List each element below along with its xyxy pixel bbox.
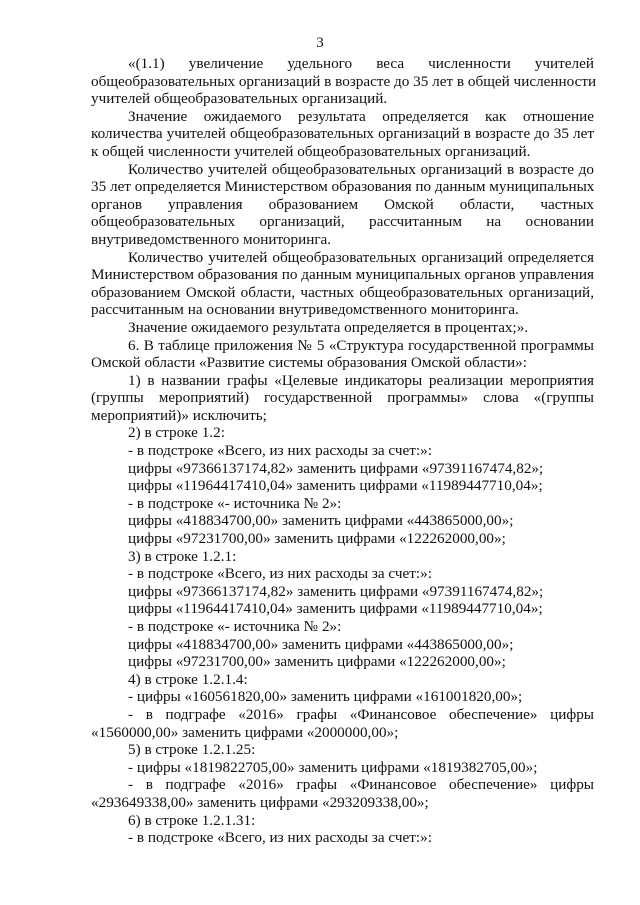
text-line: общеобразовательных организаций, рассчитанным на основании <box>91 213 594 231</box>
document-body <box>91 55 597 847</box>
text-line: - в подграфе «2016» графы «Финансовое обеспечение» цифры <box>128 776 594 794</box>
text-line: 6. В таблице приложения № 5 «Структура государственной программы <box>128 336 594 354</box>
text-line: - в подстроке «Всего, из них расходы за счет:»: <box>128 565 432 583</box>
text-line: к общей численности учителей общеобразовательных организаций. <box>91 142 531 160</box>
page-number: 3 <box>316 35 324 51</box>
text-line: цифры «97231700,00» заменить цифрами «122262000,00»; <box>128 653 506 671</box>
text-line: Министерством образования по данным муниципальных органов управления <box>91 266 594 284</box>
text-line: цифры «97366137174,82» заменить цифрами «97391167474,82»; <box>128 582 544 600</box>
text-line: 3) в строке 1.2.1: <box>128 547 237 565</box>
text-line: - в подграфе «2016» графы «Финансовое обеспечение» цифры <box>128 705 594 723</box>
text-line: - в подстроке «Всего, из них расходы за счет:»: <box>128 829 432 847</box>
text-line: внутриведомственного мониторинга. <box>91 230 332 248</box>
text-line: - цифры «1819822705,00» заменить цифрами «1819382705,00»; <box>128 758 538 776</box>
text-line: цифры «97366137174,82» заменить цифрами «97391167474,82»; <box>128 459 544 477</box>
text-line: образованием Омской области, частных общеобразовательных организаций, <box>91 283 594 301</box>
text-line: Значение ожидаемого результата определяется как отношение <box>128 107 594 125</box>
text-line: цифры «97231700,00» заменить цифрами «122262000,00»; <box>128 530 506 548</box>
text-line: учителей общеобразовательных организаций. <box>91 90 388 108</box>
text-line: цифры «11964417410,04» заменить цифрами «11989447710,04»; <box>128 600 543 618</box>
text-line: 6) в строке 1.2.1.31: <box>128 811 256 829</box>
text-line: органов управления образованием Омской области, частных <box>91 195 594 213</box>
text-line: 35 лет определяется Министерством образования по данным муниципальных <box>91 178 595 196</box>
text-line: - в подстроке «- источника № 2»: <box>128 618 342 635</box>
text-line: цифры «11964417410,04» заменить цифрами «11989447710,04»; <box>128 477 543 495</box>
text-line: «293649338,00» заменить цифрами «293209338,00»; <box>91 793 429 811</box>
text-line: рассчитанным на основании внутриведомственного мониторинга. <box>91 301 519 319</box>
text-line: - в подстроке «Всего, из них расходы за счет:»: <box>128 442 432 460</box>
text-line: 5) в строке 1.2.1.25: <box>128 741 256 759</box>
text-line: Значение ожидаемого результата определяется в процентах;». <box>128 318 529 336</box>
text-line: «(1.1) увеличение удельного веса численности учителей <box>128 55 594 72</box>
text-line: (группы мероприятий) государственной программы» слова «(группы <box>91 389 594 407</box>
text-line: цифры «418834700,00» заменить цифрами «443865000,00»; <box>128 512 514 530</box>
text-line: количества учителей общеобразовательных организаций в возрасте до 35 лет <box>91 125 594 143</box>
text-line: Омской области «Развитие системы образования Омской области»: <box>91 354 527 372</box>
text-line: Количество учителей общеобразовательных организаций определяется <box>128 248 594 266</box>
text-line: цифры «418834700,00» заменить цифрами «443865000,00»; <box>128 635 514 653</box>
text-line: общеобразовательных организаций в возрасте до 35 лет в общей численности <box>91 72 597 90</box>
text-line: 2) в строке 1.2: <box>128 424 225 442</box>
text-line: - цифры «160561820,00» заменить цифрами «161001820,00»; <box>128 688 523 706</box>
text-line: «1560000,00» заменить цифрами «2000000,00»; <box>91 723 399 741</box>
text-line: 1) в названии графы «Целевые индикаторы реализации мероприятия <box>128 371 594 389</box>
text-line: Количество учителей общеобразовательных организаций в возрасте до <box>128 160 594 178</box>
text-line: 4) в строке 1.2.1.4: <box>128 670 248 688</box>
text-line: мероприятий)» исключить; <box>91 406 267 424</box>
text-line: - в подстроке «- источника № 2»: <box>128 494 342 512</box>
